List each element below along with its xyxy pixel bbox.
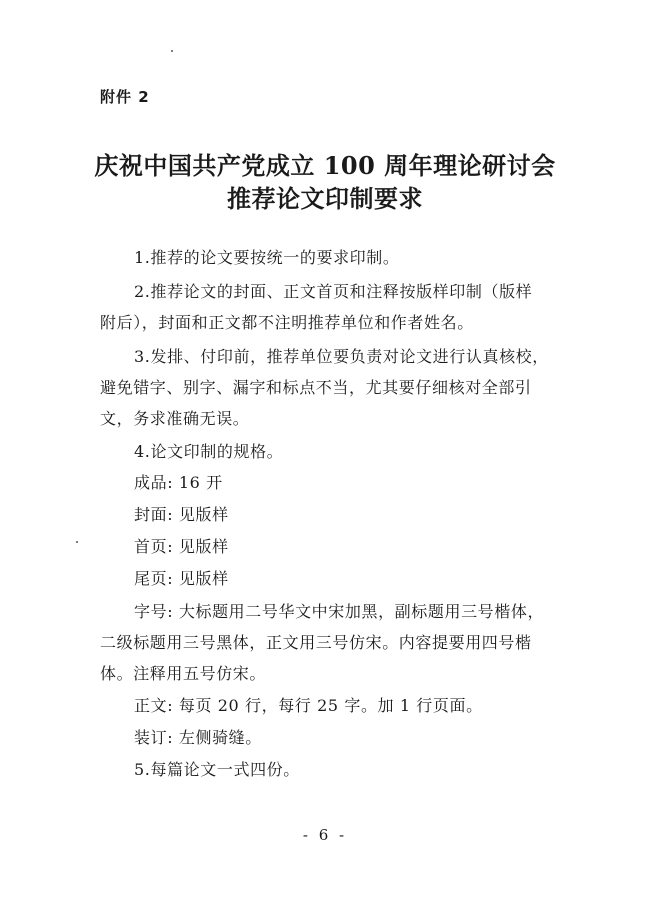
requirement-2-line-2: 附后），封面和正文都不注明推荐单位和作者姓名。 — [100, 313, 474, 332]
requirement-4-text: 4.论文印制的规格。 — [134, 442, 284, 461]
requirement-3-line-2: 避免错字、别字、漏字和标点不当，尤其要仔细核对全部引 — [100, 378, 532, 397]
spec-first-page — [134, 531, 594, 562]
spec-font-line-1: 字号: 大标题用二号华文中宋加黑，副标题用三号楷体， — [134, 602, 545, 621]
requirement-2-line-1: 2.推荐论文的封面、正文首页和注释按版样印制（版样 — [134, 282, 533, 301]
requirement-4 — [134, 436, 594, 467]
requirement-3 — [100, 341, 560, 434]
spec-body-text — [134, 690, 594, 721]
requirement-1 — [134, 242, 594, 273]
spec-binding — [134, 722, 594, 753]
spec-binding-text: 装订: 左侧骑缝。 — [134, 728, 262, 747]
scan-speck — [171, 50, 173, 52]
spec-first-page-text: 首页: 见版样 — [134, 537, 229, 556]
document-subtitle: 推荐论文印制要求 — [227, 184, 423, 213]
requirement-5 — [134, 754, 594, 785]
requirement-3-line-3: 文，务求准确无误。 — [100, 409, 250, 428]
requirement-5-text: 5.每篇论文一式四份。 — [134, 760, 300, 779]
spec-last-page-text: 尾页: 见版样 — [134, 569, 229, 588]
attachment-label: 附件 2 — [100, 88, 150, 106]
spec-cover — [134, 499, 594, 530]
spec-size — [134, 467, 594, 498]
requirement-3-line-1: 3.发排、付印前，推荐单位要负责对论文进行认真核校， — [134, 347, 549, 366]
spec-font-line-2: 二级标题用三号黑体，正文用三号仿宋。内容提要用四号楷 — [100, 633, 532, 652]
spec-last-page — [134, 563, 594, 594]
scan-speck — [76, 541, 78, 543]
requirement-2 — [100, 276, 560, 338]
spec-size-text: 成品: 16 开 — [134, 473, 223, 492]
spec-cover-text: 封面: 见版样 — [134, 505, 229, 524]
requirement-1-text: 1.推荐的论文要按统一的要求印制。 — [134, 248, 400, 267]
spec-body-text-line: 正文: 每页 20 行，每行 25 字。加 1 行页面。 — [134, 696, 483, 715]
page-number: - 6 - — [302, 826, 348, 844]
spec-font-size — [100, 596, 560, 689]
document-title: 庆祝中国共产党成立 100 周年理论研讨会 — [94, 151, 556, 180]
spec-font-line-3: 体。注释用五号仿宋。 — [100, 664, 267, 683]
